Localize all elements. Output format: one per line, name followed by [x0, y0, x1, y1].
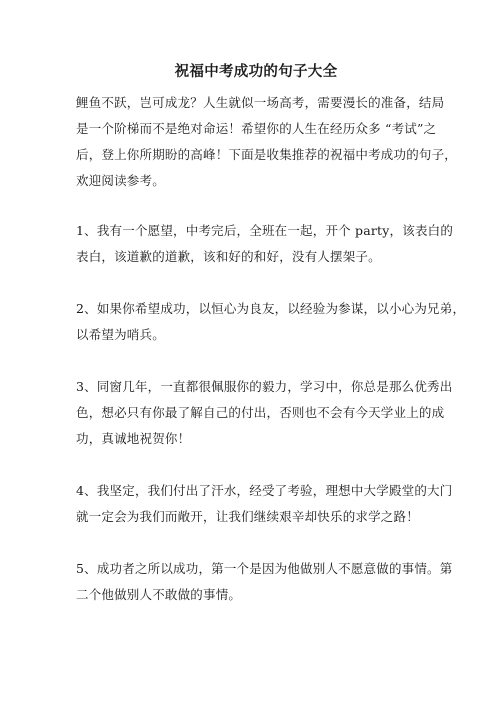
list-item-2 [76, 296, 466, 348]
list-item-line: 色，想必只有你最了解自己的付出，否则也不会有今天学业上的成 [76, 405, 445, 420]
list-item-1 [76, 218, 454, 270]
document-title: 祝福中考成功的句子大全 [174, 63, 338, 80]
intro-line: 欢迎阅读参考。 [76, 173, 165, 188]
intro-paragraph [76, 90, 458, 194]
list-item-line: 就一定会为我们而敞开，让我们继续艰辛却快乐的求学之路！ [76, 509, 419, 524]
list-item-line: 4、我坚定，我们付出了汗水，经受了考验，理想中大学殿堂的大门 [76, 483, 453, 498]
list-item-line: 5、成功者之所以成功，第一个是因为他做别人不愿意做的事情。第 [76, 561, 453, 576]
intro-line: 是一个阶梯而不是绝对命运！希望你的人生在经历众多 “考试”之 [76, 121, 437, 136]
list-item-line: 3、同窗几年，一直都很佩服你的毅力，学习中，你总是那么优秀出 [76, 379, 453, 394]
list-item-line: 以希望为哨兵。 [76, 327, 165, 342]
list-item-line: 1、我有一个愿望，中考完后，全班在一起，开个 party，该表白的 [76, 223, 454, 238]
list-item-line: 2、如果你希望成功，以恒心为良友，以经验为参谋，以小心为兄弟， [76, 301, 466, 316]
list-item-5 [76, 556, 453, 608]
list-item-line: 二个他做别人不敢做的事情。 [76, 587, 242, 602]
list-item-4 [76, 478, 453, 530]
intro-line: 鲤鱼不跃，岂可成龙？人生就似一场高考，需要漫长的准备，结局 [76, 95, 445, 110]
intro-line: 后，登上你所期盼的高峰！下面是收集推荐的祝福中考成功的句子， [76, 147, 458, 162]
list-item-line: 功，真诚地祝贺你！ [76, 431, 191, 446]
list-item-line: 表白，该道歉的道歉，该和好的和好，没有人摆架子。 [76, 249, 381, 264]
list-item-3 [76, 374, 453, 452]
